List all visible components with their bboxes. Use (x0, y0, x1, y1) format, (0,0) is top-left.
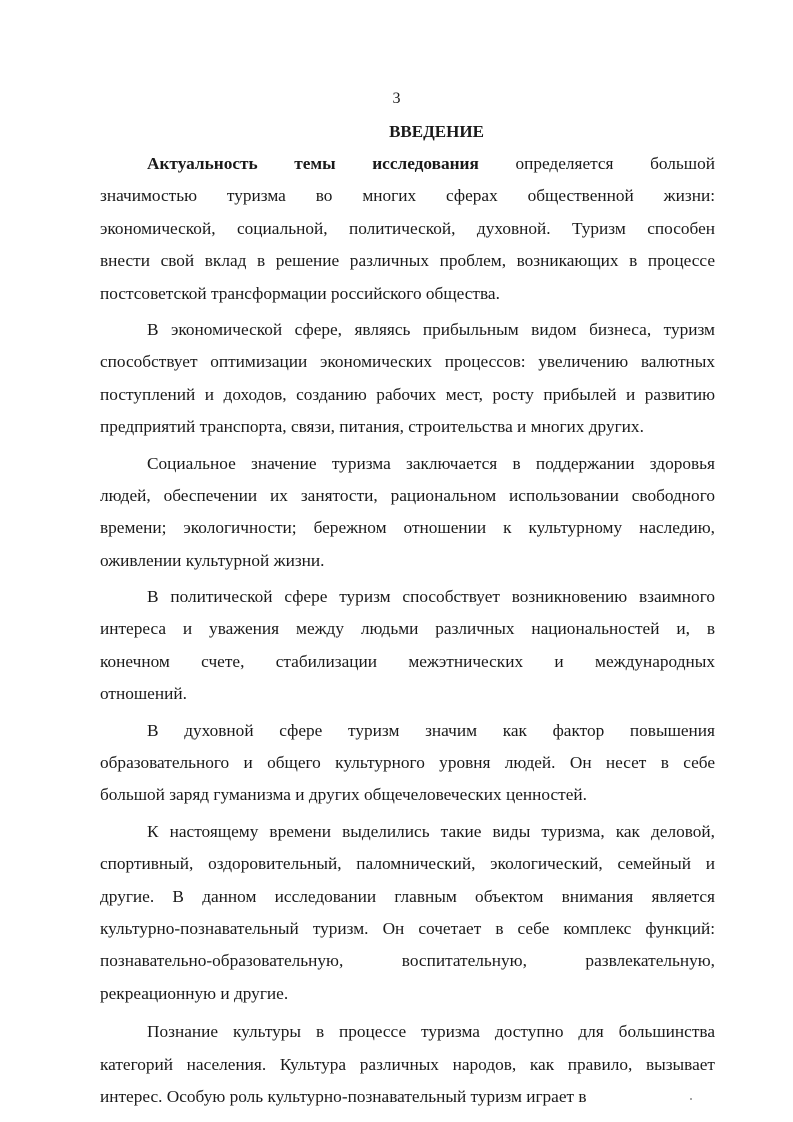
text-line: интерес. Особую роль культурно-познавательный туризм играет в (100, 1086, 587, 1106)
text-line: постсоветской трансформации российского общества. (100, 283, 500, 303)
text-line: В экономической сфере, являясь прибыльным видом бизнеса, туризм (147, 319, 715, 339)
paragraph (100, 1016, 715, 1113)
page-number: 3 (392, 90, 401, 107)
text-line: людей, обеспечении их занятости, рациональном использовании свободного (100, 485, 715, 505)
text-line: образовательного и общего культурного уровня людей. Он несет в себе (100, 753, 715, 773)
scan-speck (690, 1098, 692, 1100)
text-line: экономической, социальной, политической, духовной. Туризм способен (100, 218, 715, 238)
text-line: интереса и уважения между людьми различных национальностей и, в (100, 619, 715, 639)
paragraph (100, 148, 715, 310)
section-title: ВВЕДЕНИЕ (389, 122, 484, 141)
text-line: предприятий транспорта, связи, питания, строительства и многих других. (100, 417, 644, 437)
lead-bold-phrase: Актуальность темы исследования (147, 154, 479, 173)
text-line: времени; экологичности; бережном отношении к культурному наследию, (100, 518, 715, 538)
paragraph (100, 448, 715, 578)
text-line: отношений. (100, 684, 187, 704)
text-line: К настоящему времени выделились такие виды туризма, как деловой, (147, 821, 715, 841)
text-line: рекреационную и другие. (100, 983, 289, 1003)
text-line: значимостью туризма во многих сферах общественной жизни: (100, 186, 715, 206)
text-line: оживлении культурной жизни. (100, 550, 325, 570)
text-line: категорий населения. Культура различных народов, как правило, вызывает (100, 1054, 715, 1074)
text-line: поступлений и доходов, созданию рабочих мест, росту прибылей и развитию (100, 384, 715, 404)
text-line: способствует оптимизации экономических процессов: увеличению валютных (100, 352, 715, 372)
paragraph (100, 816, 715, 1010)
paragraph (100, 314, 715, 444)
text-line: культурно-познавательный туризм. Он сочетает в себе комплекс функций: (100, 918, 715, 938)
text-line: внести свой вклад в решение различных проблем, возникающих в процессе (100, 251, 715, 271)
paragraph (100, 581, 715, 711)
text-line: большой заряд гуманизма и других общечеловеческих ценностей. (100, 785, 587, 805)
paragraph (100, 715, 715, 812)
text-line: Познание культуры в процессе туризма доступно для большинства (147, 1022, 715, 1042)
text-line: спортивный, оздоровительный, паломнический, экологический, семейный и (100, 854, 715, 874)
text-line: конечном счете, стабилизации межэтнических и международных (100, 651, 715, 671)
text-line: другие. В данном исследовании главным объектом внимания является (100, 886, 715, 906)
line-continuation: определяется большой (478, 154, 715, 173)
text-line: В политической сфере туризм способствует возникновению взаимного (147, 587, 715, 607)
text-line: познавательно-образовательную, воспитательную, развлекательную, (100, 951, 715, 971)
text-line (100, 148, 715, 180)
text-line: Социальное значение туризма заключается в поддержании здоровья (147, 453, 715, 473)
text-line: В духовной сфере туризм значим как фактор повышения (147, 720, 715, 740)
body-text (100, 148, 715, 1113)
